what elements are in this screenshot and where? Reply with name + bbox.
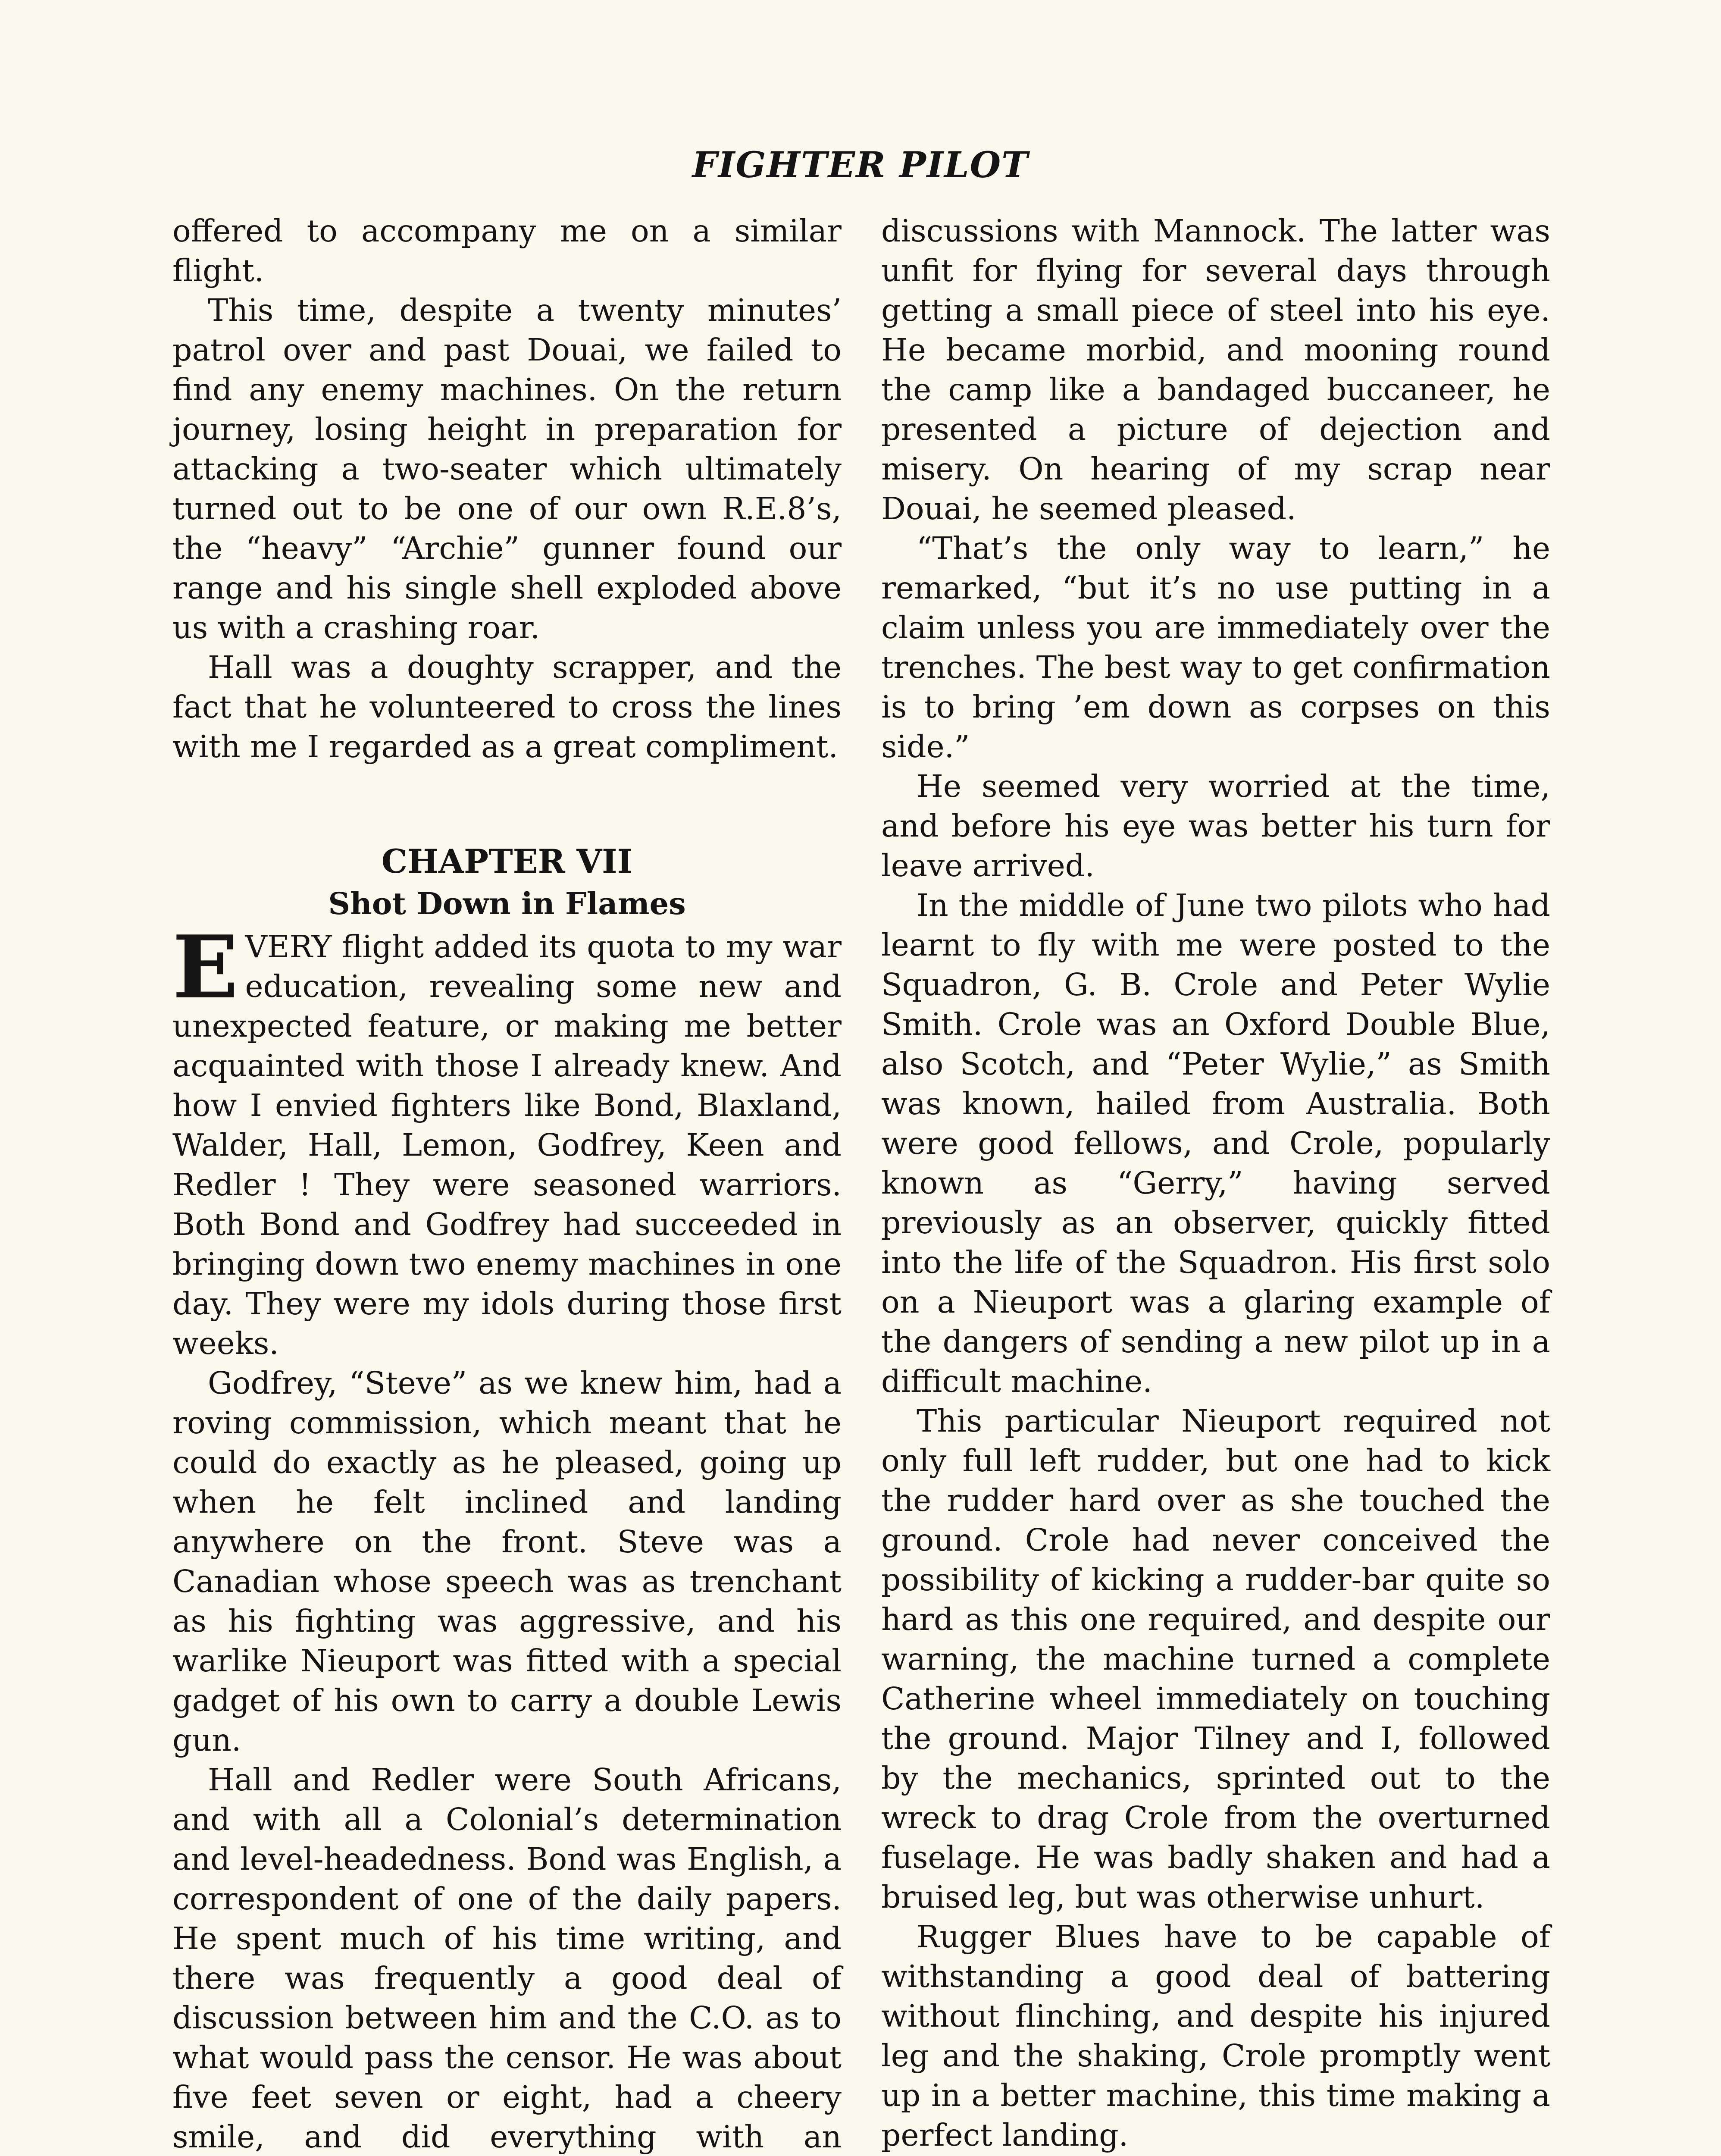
paragraph: Hall was a doughty scrapper, and the fact that he volunteered to cross the lines with me I regarded as a great compliment. <box>172 649 842 765</box>
chapter-subtitle: Shot Down in Flames <box>328 886 686 921</box>
drop-cap: E <box>172 917 238 1018</box>
paragraph: “That’s the only way to learn,” he remarked, “but it’s no use putting in a claim unless you are immediately over the trenches. The best way to get confirmation is to bring ’em down as corpses on this side.” <box>881 530 1550 765</box>
paragraph-text: VERY flight added its quota to my war education, revealing some new and unexpected feature, or making me better acquainted with those I already knew. And how I envied fighters like Bond, Blaxland, Walder, Hall, Lemon, Godfrey, Keen and Redler ! They were seasoned warriors. Both Bond and Godfrey had succeeded in bringing down two enemy machines in one day. They were my idols during those first weeks. <box>172 929 842 1361</box>
running-head: FIGHTER PILOT <box>692 144 1029 186</box>
paragraph: In the middle of June two pilots who had learnt to fly with me were posted to the Squadron, G. B. Crole and Peter Wylie Smith. Crole was an Oxford Double Blue, also Scotch, and “Peter Wylie,” as Smith was known, hailed from Australia. Both were good fellows, and Crole, popularly known as “Gerry,” having served previously as an observer, quickly fitted into the life of the Squadron. His first solo on a Nieuport was a glaring example of the dangers of sending a new pilot up in a difficult machine. <box>881 887 1550 1399</box>
paragraph: This time, despite a twenty minutes’ patrol over and past Douai, we failed to find any enemy machines. On the return journey, losing height in preparation for attacking a two-seater which ultimately turned out to be one of our own R.E.8’s, the “heavy” “Archie” gunner found our range and his single shell exploded above us with a crashing roar. <box>172 292 842 646</box>
paragraph: Godfrey, “Steve” as we knew him, had a roving commission, which meant that he could do exactly as he pleased, going up when he felt inclined and landing anywhere on the front. Steve was a Canadian whose speech was as trenchant as his fighting was aggressive, and his warlike Nieuport was fitted with a special gadget of his own to carry a double Lewis gun. <box>172 1365 842 1758</box>
paragraph: discussions with Mannock. The latter was unfit for flying for several days through getting a small piece of steel into his eye. He became morbid, and mooning round the camp like a bandaged buccaneer, he presented a picture of dejection and misery. On hearing of my scrap near Douai, he seemed pleased. <box>881 213 1550 526</box>
paragraph: This particular Nieuport required not only full left rudder, but one had to kick the rudder hard over as she touched the ground. Crole had never conceived the possibility of kicking a rudder-bar quite so hard as this one required, and despite our warning, the machine turned a complete Catherine wheel immediately on touching the ground. Major Tilney and I, followed by the mechanics, sprinted out to the wreck to drag Crole from the overturned fuselage. He was badly shaken and had a bruised leg, but was otherwise unhurt. <box>881 1403 1550 1915</box>
right-column <box>881 211 1550 2156</box>
paragraph: offered to accompany me on a similar flight. <box>172 213 842 288</box>
paragraph: Rugger Blues have to be capable of withstanding a good deal of battering without flinching, and despite his injured leg and the shaking, Crole promptly went up in a better machine, this time making a perfect landing. <box>881 1919 1550 2153</box>
paragraph: Hall and Redler were South Africans, and with all a Colonial’s determination and level-headedness. Bond was English, a correspondent of one of the daily papers. He spent much of his time writing, and there was frequently a good deal of discussion between him and the C.O. as to what would pass the censor. He was about five feet seven or eight, had a cheery smile, and did everything with an <box>172 1762 842 2155</box>
left-column <box>172 211 842 2156</box>
chapter-heading <box>172 840 842 924</box>
opening-paragraph <box>172 917 842 1363</box>
chapter-title: CHAPTER VII <box>381 842 633 881</box>
paragraph: He seemed very worried at the time, and before his eye was better his turn for leave arrived. <box>881 768 1550 884</box>
